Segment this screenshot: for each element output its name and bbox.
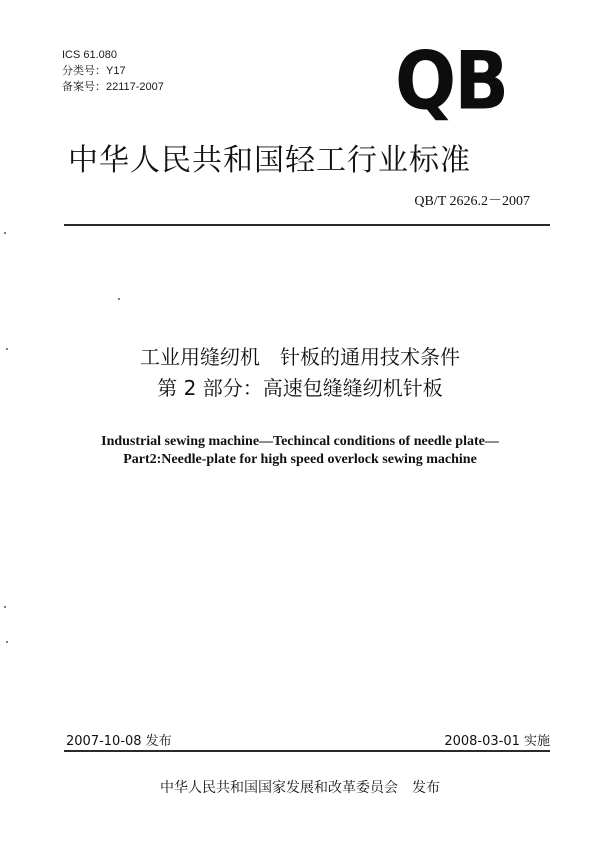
- issuing-authority: 中华人民共和国国家发展和改革委员会 发布: [160, 780, 440, 796]
- standard-number: QB/T 2626.2－2007: [414, 194, 530, 209]
- document-title-zh-line2: 第 2 部分：高速包缝缝纫机针板: [157, 376, 443, 400]
- document-title-en-line1: Industrial sewing machine—Techincal conditions of needle plate—: [101, 434, 499, 449]
- scan-speck: [6, 641, 8, 643]
- qb-logo: QB: [395, 33, 508, 128]
- scan-speck: [4, 232, 6, 234]
- release-date: 2007-10-08 发布: [66, 734, 172, 749]
- scan-speck: [118, 298, 120, 300]
- document-title-zh-line1: 工业用缝纫机 针板的通用技术条件: [140, 345, 460, 369]
- classification-code: 分类号：Y17: [62, 65, 126, 77]
- filing-number: 备案号：22117-2007: [62, 81, 164, 93]
- document-title-en-line2: Part2:Needle-plate for high speed overlock sewing machine: [123, 452, 477, 467]
- standard-category-title: 中华人民共和国轻工行业标准: [68, 143, 471, 178]
- implementation-date: 2008-03-01 实施: [444, 734, 550, 749]
- ics-code: ICS 61.080: [62, 49, 118, 61]
- dates-divider: [64, 750, 550, 752]
- scan-speck: [6, 348, 8, 350]
- scan-speck: [4, 606, 6, 608]
- header-divider: [64, 224, 550, 226]
